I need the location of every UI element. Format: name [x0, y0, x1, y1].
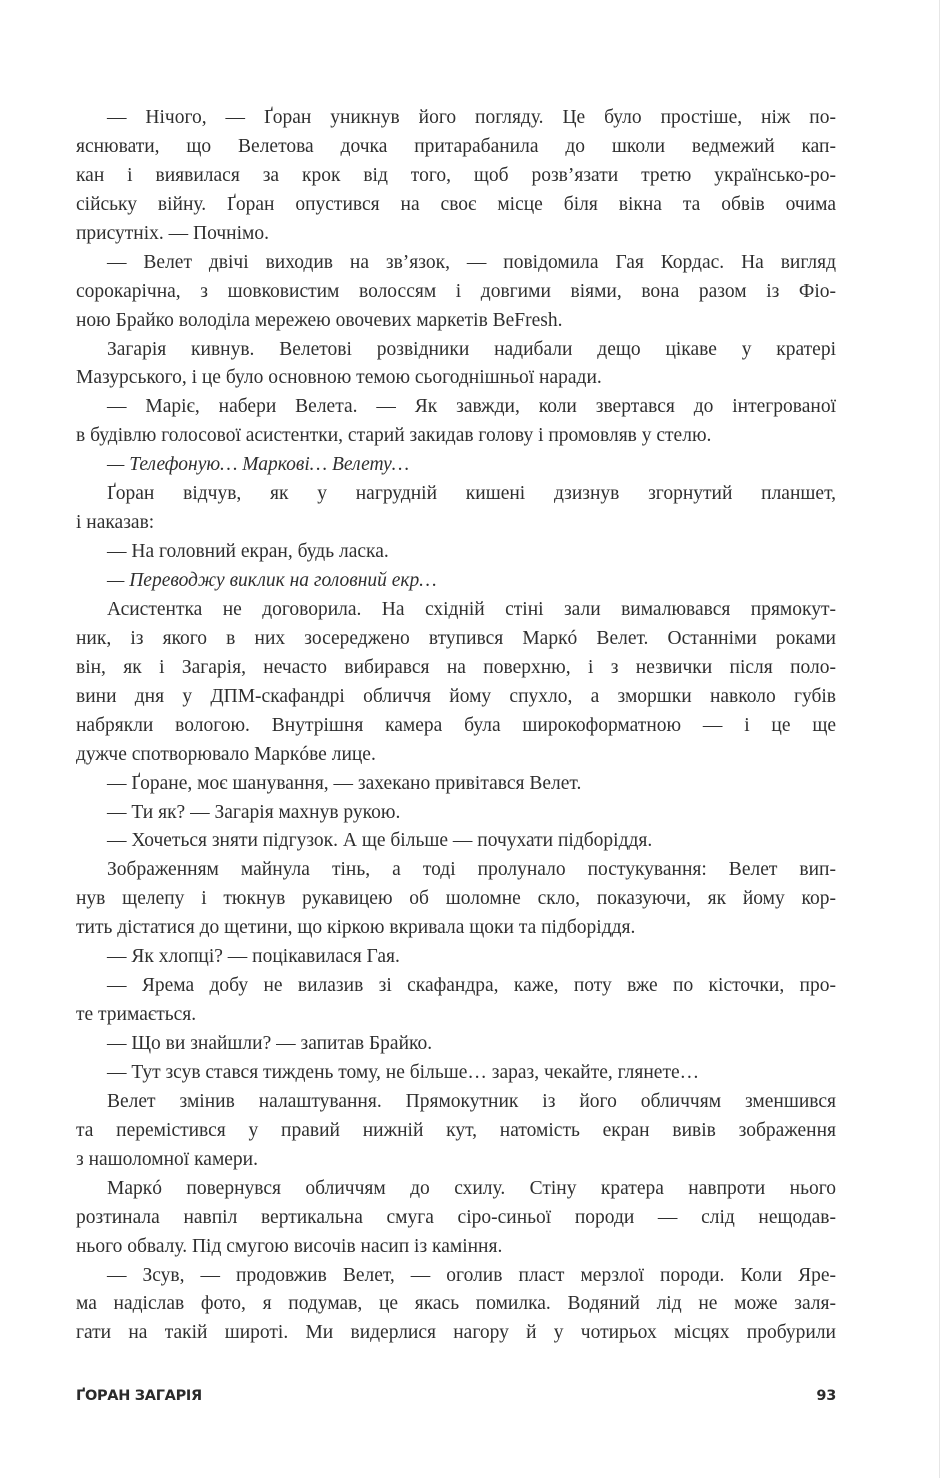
paragraph [76, 1059, 836, 1088]
text-line: — Маріє, набери Велета. — Як завжди, коли звертався до інтегрованої [107, 396, 836, 418]
text-line: Мазурського, і це було основною темою сьогоднішньої наради. [76, 367, 602, 389]
text-line: — Що ви знайшли? — запитав Брайко. [107, 1033, 433, 1054]
text-line: набрякли вологою. Внутрішня камера була широкоформатною — і це ще [76, 714, 836, 736]
text-line: — Зсув, — продовжив Велет, — оголив пласт мерзлої породи. Коли Яре- [107, 1264, 836, 1286]
paragraph [76, 1030, 836, 1059]
paragraph [76, 249, 836, 336]
paragraph [76, 451, 836, 480]
text-line: — Ти як? — Загарія махнув рукою. [107, 801, 401, 823]
paragraph [76, 596, 836, 770]
text-line: розтинала навпіл вертикальна смуга сіро-синьої породи — слід нещодав- [76, 1206, 836, 1228]
paragraph [76, 1262, 836, 1349]
paragraph [76, 393, 836, 451]
paragraph [76, 480, 836, 538]
text-line: — Тут зсув стався тиждень тому, не більше… зараз, чекайте, глянете… [107, 1061, 700, 1083]
text-line: Ґоран відчув, як у нагрудній кишені дзизнув згорнутий планшет, [107, 483, 836, 505]
text-line: тить дістатися до щетини, що кіркою вкривала щоки та підборіддя. [76, 917, 636, 939]
text-line: ною Брайко володіла мережею овочевих маркетів BeFresh. [76, 309, 563, 331]
paragraph [76, 538, 836, 567]
paragraph [76, 336, 836, 394]
text-line: гати на такій широті. Ми видерлися нагору й у чотирьох місцях пробурили [76, 1322, 836, 1344]
paragraph [76, 567, 836, 596]
paragraph [76, 1088, 836, 1175]
text-line: Велет змінив налаштування. Прямокутник із його обличчям зменшився [107, 1090, 836, 1112]
running-head: ҐОРАН ЗАГАРІЯ [76, 1388, 202, 1404]
page-footer [76, 1388, 836, 1412]
text-line: — Ґоране, моє шанування, — захекано привітався Велет. [107, 772, 582, 794]
paragraph [76, 770, 836, 799]
text-line: і наказав: [76, 512, 155, 534]
text-line: нув щелепу і тюкнув рукавицею об шоломне скло, показуючи, як йому кор- [76, 888, 836, 910]
text-line: яснювати, що Велетова дочка притарабанила до школи ведмежий кап- [76, 135, 836, 157]
text-line: — Велет двічі виходив на зв’язок, — повідомила Гая Кордас. На вигляд [107, 251, 836, 273]
text-line: сійську війну. Ґоран опустився на своє місце біля вікна та обвів очима [76, 193, 836, 215]
text-line: — Ярема добу не вилазив зі скафандра, каже, поту вже по кісточки, про- [107, 975, 836, 997]
page-number: 93 [816, 1388, 836, 1404]
paragraph [76, 972, 836, 1030]
text-line: — На головний екран, будь ласка. [107, 541, 389, 563]
text-line: ник, із якого в них зосереджено втупився Маркó Велет. Останніми роками [76, 627, 836, 649]
paragraph [76, 827, 836, 856]
text-line: сорокарічна, з шовковистим волоссям і довгими віями, вона разом із Фіо- [76, 280, 836, 302]
text-line: з нашоломної камери. [76, 1148, 258, 1170]
text-line: кан і виявилася за крок від того, щоб розв’язати третю українсько-ро- [76, 164, 836, 186]
paragraph [76, 1175, 836, 1262]
paragraph [76, 856, 836, 943]
body-text [76, 104, 836, 1348]
text-line: дужче спотворювало Маркóве лице. [76, 743, 376, 765]
paragraph [76, 799, 836, 828]
page-edge [939, 0, 940, 1478]
text-line: — Переводжу виклик на головний екр… [107, 570, 437, 591]
paragraph [76, 943, 836, 972]
text-line: нього обвалу. Під смугою височів насип із каміння. [76, 1235, 503, 1257]
text-line: він, як і Загарія, нечасто вибирався на поверхню, і з незвички після поло- [76, 656, 836, 678]
text-line: те тримається. [76, 1004, 197, 1026]
text-line: Асистентка не договорила. На східній стіні зали вималювався прямокут- [107, 598, 836, 620]
text-line: Маркó повернувся обличчям до схилу. Стіну кратера навпроти нього [107, 1177, 836, 1199]
text-line: — Як хлопці? — поцікавилася Гая. [107, 946, 400, 968]
text-line: вини дня у ДПМ-скафандрі обличчя йому спухло, а зморшки навколо губів [76, 685, 836, 707]
text-line: присутніх. — Почнімо. [76, 222, 269, 244]
text-line: та перемістився у правий нижній кут, натомість екран вивів зображення [76, 1119, 836, 1141]
text-line: Зображенням майнула тінь, а тоді пролунало постукування: Велет вип- [107, 859, 836, 881]
text-line: — Нічого, — Ґоран уникнув його погляду. Це було простіше, ніж по- [107, 107, 836, 128]
text-line: ма надіслав фото, я подумав, це якась помилка. Водяний лід не може заля- [76, 1293, 836, 1315]
text-line: — Хочеться зняти підгузок. А ще більше — почухати підборіддя. [107, 830, 653, 852]
text-line: в будівлю голосової асистентки, старий закидав голову і промовляв у стелю. [76, 425, 712, 447]
text-line: — Телефоную… Маркові… Велету… [107, 454, 410, 476]
paragraph [76, 104, 836, 249]
text-line: Загарія кивнув. Велетові розвідники надибали дещо цікаве у кратері [107, 338, 836, 360]
